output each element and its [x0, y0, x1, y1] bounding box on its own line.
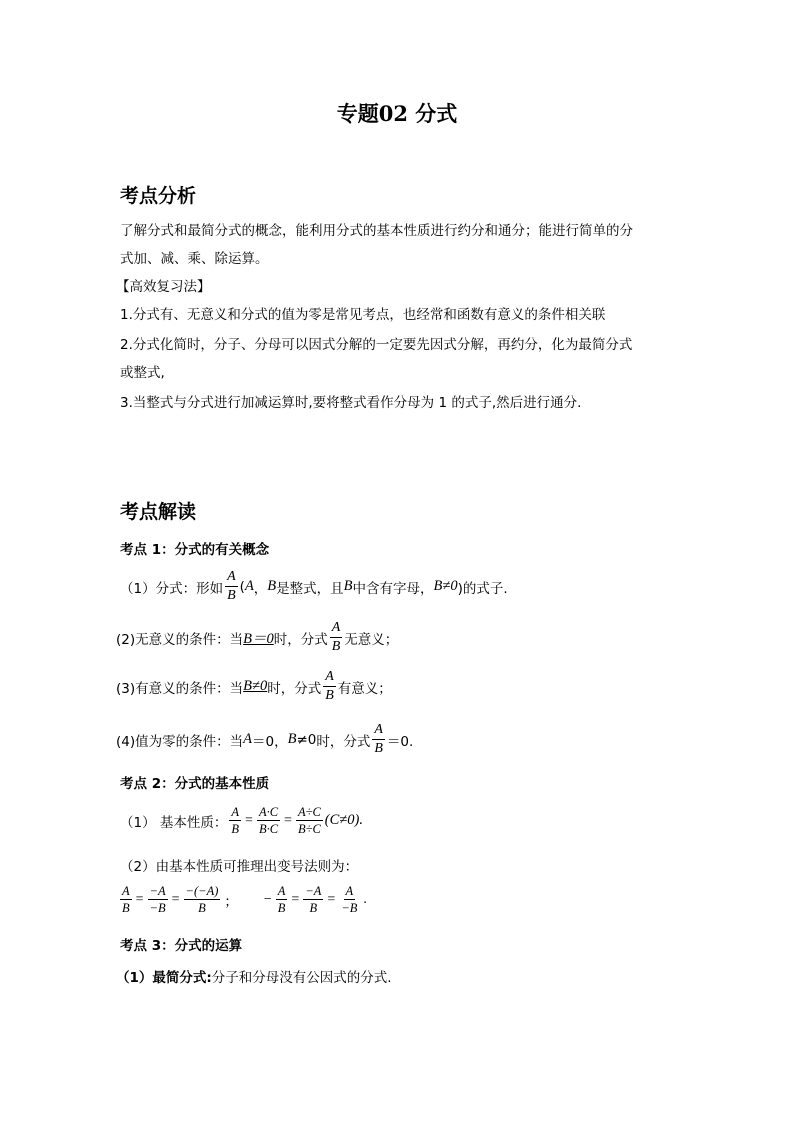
separator: ； [224, 893, 238, 910]
condition-undefined-suffix: 无意义； [344, 631, 399, 648]
condition-undefined-line [116, 620, 398, 655]
denominator: B [309, 901, 318, 915]
denominator: B [277, 901, 286, 915]
denominator: B [231, 822, 240, 836]
condition-defined-suffix: 有意义； [337, 680, 392, 697]
method-item-3: 3.当整式与分式进行加减运算时,要将整式看作分母为 1 的式子,然后进行通分. [120, 395, 582, 411]
condition-zero-equals: ＝0， [251, 733, 288, 750]
basic-property-label: （1） 基本性质： [120, 814, 228, 831]
fraction-a-over-b [120, 884, 132, 915]
fraction-a-over-b [276, 884, 288, 915]
denominator: B [122, 901, 130, 915]
denominator: B·C [258, 822, 279, 836]
fraction-a-over-negb [339, 884, 359, 915]
fraction-a-over-b [229, 805, 241, 836]
section-heading-analysis: 考点分析 [120, 185, 197, 207]
definition-suffix: )的式子. [457, 580, 508, 597]
definition-open-paren: ( [239, 578, 245, 595]
numerator: A [225, 569, 238, 587]
var-b: B [287, 731, 297, 747]
point-3-heading: 考点 3：分式的运算 [120, 938, 243, 954]
definition-condition: B≠0 [433, 578, 458, 594]
fraction-a-over-b [323, 669, 336, 704]
denominator: B÷C [297, 822, 321, 836]
fraction-negneg-a-over-b [184, 884, 221, 915]
condition-zero-suffix: ＝0. [386, 733, 414, 750]
condition-undefined-expr: B＝0 [243, 631, 274, 647]
section-heading-reading: 考点解读 [120, 501, 197, 523]
intro-line-1: 了解分式和最简分式的概念，能利用分式的基本性质进行约分和通分；能进行简单的分 [120, 223, 633, 239]
equals-sign: = [284, 812, 292, 828]
var-b: B [267, 578, 277, 594]
condition-zero-prefix: (4)值为零的条件：当 [116, 733, 244, 750]
numerator: −(−A) [185, 884, 219, 898]
basic-property-line [120, 805, 363, 836]
equals-sign: = [171, 891, 180, 907]
var-b-2: B [343, 578, 353, 594]
denominator: B [325, 688, 334, 703]
numerator: A [277, 884, 286, 898]
fraction-a-over-b [372, 722, 385, 757]
basic-property-condition: (C≠0). [324, 812, 363, 828]
point-1-heading: 考点 1：分式的有关概念 [120, 542, 270, 558]
var-a: A [244, 578, 254, 594]
condition-zero-not-equal: ≠0 [296, 731, 317, 748]
point-2-heading: 考点 2：分式的基本性质 [120, 776, 270, 792]
method-item-1: 1.分式有、无意义和分式的值为零是常见考点，也经常和函数有意义的条件相关联 [120, 307, 606, 323]
condition-defined-prefix: (3)有意义的条件：当 [116, 680, 244, 697]
denominator: −B [341, 901, 358, 915]
fraction-a-over-b [225, 569, 238, 604]
method-item-2-line-2: 或整式, [120, 365, 165, 381]
simplest-fraction-line [116, 966, 392, 986]
numerator: −A [305, 884, 322, 898]
definition-middle: 是整式，且 [276, 580, 344, 597]
condition-defined-mid: 时，分式 [267, 680, 322, 697]
denominator: B [331, 639, 341, 654]
sign-rule-line [118, 884, 369, 915]
simplest-fraction-text: 分子和分母没有公因式的分式. [211, 970, 392, 986]
minus-sign: − [263, 891, 272, 907]
page-title: 专题02 分式 [336, 101, 458, 126]
simplest-fraction-label: （1）最简分式: [116, 970, 212, 986]
condition-zero-mid: 时，分式 [316, 733, 371, 750]
var-a: A [243, 731, 252, 747]
definition-middle-2: 中含有字母， [352, 580, 434, 597]
denominator: B [227, 588, 236, 603]
intro-line-2: 式加、减、乘、除运算。 [120, 251, 269, 267]
definition-comma: ， [253, 580, 268, 597]
numerator: A [372, 722, 385, 740]
fraction-ac-over-bc [257, 805, 280, 836]
fraction-adivc-over-bdivc [296, 805, 323, 836]
condition-defined-line [116, 669, 392, 704]
numerator: A [330, 620, 343, 638]
method-heading: 【高效复习法】 [116, 279, 211, 295]
condition-zero-line [116, 722, 413, 757]
condition-undefined-prefix: (2)无意义的条件：当 [116, 631, 244, 648]
numerator: A [323, 669, 336, 687]
fraction-nega-over-negb [148, 884, 168, 915]
numerator: A·C [258, 805, 279, 819]
definition-line [120, 569, 508, 604]
fraction-a-over-b [330, 620, 343, 655]
sign-rule-label: （2）由基本性质可推理出变号法则为： [120, 859, 359, 875]
period: . [363, 891, 367, 907]
equals-sign: = [291, 891, 300, 907]
equals-sign: = [135, 891, 144, 907]
method-item-2-line-1: 2.分式化简时，分子、分母可以因式分解的一定要先因式分解，再约分，化为最简分式 [120, 337, 633, 353]
condition-defined-expr: B≠0 [243, 678, 268, 694]
condition-undefined-mid: 时，分式 [273, 631, 328, 648]
numerator: A [345, 884, 354, 898]
denominator: −B [149, 901, 166, 915]
equals-sign: = [245, 812, 253, 828]
numerator: A [122, 884, 130, 898]
denominator: B [374, 741, 383, 756]
numerator: −A [149, 884, 166, 898]
definition-prefix: （1）分式：形如 [120, 580, 224, 597]
equals-sign: = [327, 891, 336, 907]
numerator: A [231, 805, 240, 819]
denominator: B [198, 901, 206, 915]
fraction-nega-over-b [303, 884, 323, 915]
numerator: A÷C [297, 805, 321, 819]
